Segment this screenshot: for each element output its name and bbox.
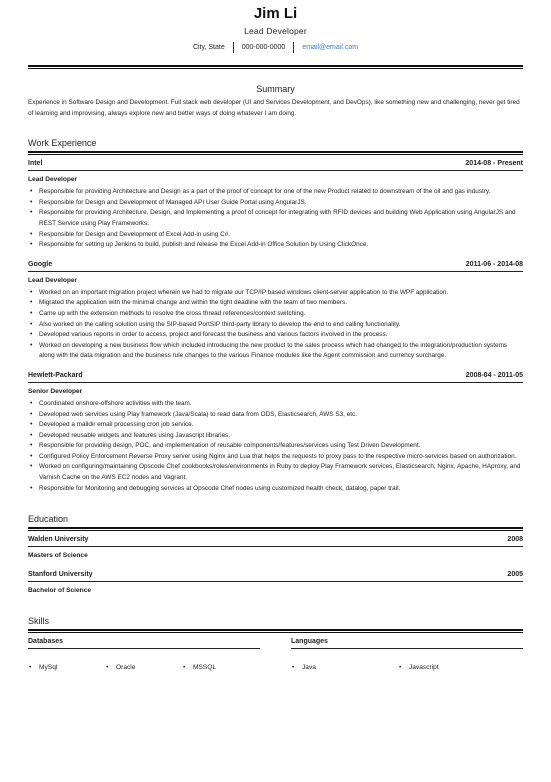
skill-group-header — [291, 637, 523, 647]
email-link[interactable]: email@email.com — [302, 44, 359, 51]
entry-rule — [28, 271, 523, 272]
list-item: • Developed reusable widgets and features using Javascript libraries. — [39, 431, 523, 442]
candidate-title: Lead Developer — [244, 26, 307, 36]
skill-item: • Oracle — [105, 663, 182, 673]
entry-rule — [291, 648, 523, 649]
summary-title: Summary — [256, 84, 295, 94]
school-degree: Bachelor of Science — [28, 587, 92, 595]
list-item: • Responsible for Design and Development of Excel Add-in using C#. — [39, 230, 523, 241]
job-header — [28, 159, 523, 169]
skills-title: Skills — [28, 616, 50, 627]
list-item: • Developed a maildir email processing cron job service. — [39, 420, 523, 431]
education-entry — [28, 535, 523, 561]
job-bullets — [28, 399, 523, 494]
job-entry — [28, 260, 523, 362]
job-entry — [28, 371, 523, 494]
job-bullets — [28, 187, 523, 251]
education-entry — [28, 570, 523, 596]
list-item: • Responsible for setting up Jenkins to build, publish and release the Excel Add-in Office Solution by Using ClickOnce. — [39, 240, 523, 251]
school-year: 2008 — [507, 536, 523, 544]
list-item: • Also worked on the calling solution using the SIP-based PortSIP third-party library to develop the end to end calling functionality. — [39, 320, 523, 331]
skill-item: • Javascript — [398, 663, 499, 673]
school-header — [28, 570, 523, 580]
list-item: • Responsible for Monitoring and debugging services at Opscode Chef nodes using customized health check, datalog, paper trail. — [39, 484, 523, 495]
skill-group-header — [28, 637, 260, 647]
job-role: Lead Developer — [28, 276, 78, 284]
job-role: Senior Developer — [28, 387, 83, 395]
list-item: • Developed web services using Play framework (Java/Scala) to read data from ODS, Elasticsearch, AWS S3, etc. — [39, 410, 523, 421]
school-year: 2005 — [507, 571, 523, 579]
section-rule — [28, 629, 523, 631]
skill-group-languages — [291, 633, 523, 673]
list-item: • Came up with the extension methods to resolve the cross thread references/context switching. — [39, 309, 523, 320]
job-role: Lead Developer — [28, 176, 78, 184]
job-company: Intel — [28, 160, 43, 168]
skill-item: • MySql — [28, 663, 105, 673]
entry-rule — [28, 546, 523, 547]
school-name: Stanford University — [28, 571, 93, 579]
section-rule — [28, 527, 523, 529]
list-item: • Responsible for providing design, POC, and implementation of reusable components/features/services using Test Driven Development. — [39, 441, 523, 452]
contact-line — [28, 42, 523, 53]
list-item: • Responsible for providing Architecture, Design, and Implementing a proof of concept for integrating with RFID devices and building Web Application using AngularJS and REST Service using Play Frameworks. — [39, 208, 523, 229]
section-rule — [28, 151, 523, 153]
entry-rule — [28, 581, 523, 582]
location: City, State — [192, 44, 225, 51]
contact-divider — [293, 42, 294, 53]
skill-items — [291, 663, 523, 673]
skill-group-databases — [28, 633, 260, 673]
section-rule-thin — [28, 530, 523, 531]
job-company: Google — [28, 260, 53, 268]
school-header — [28, 535, 523, 545]
job-bullets — [28, 288, 523, 362]
candidate-name: Jim Li — [253, 5, 298, 22]
job-dates: 2008-04 - 2011-05 — [465, 371, 523, 379]
skill-group-name: Databases — [28, 638, 64, 646]
contact-divider — [233, 42, 234, 53]
list-item: • Coordinated onshore-offshore activities with the team. — [39, 399, 523, 410]
education-title: Education — [28, 514, 69, 525]
resume-page — [0, 5, 551, 782]
entry-rule — [28, 170, 523, 171]
job-entry — [28, 159, 523, 251]
school-degree: Masters of Science — [28, 552, 88, 560]
skill-items — [28, 663, 260, 673]
entry-rule — [28, 648, 260, 649]
list-item: • Configured Policy Enforcement Reverse Proxy server using Nginx and Lua that helps the requests to proxy pass to the respective micro-services based on authorization. — [39, 452, 523, 463]
job-dates: 2014-08 - Present — [465, 160, 523, 168]
entry-rule — [28, 382, 523, 383]
header-rule-thin — [28, 68, 523, 69]
job-header — [28, 371, 523, 381]
school-name: Walden University — [28, 536, 89, 544]
list-item: • Worked on configuring/maintaining Opscode Chef cookbooks/roles/environments in Ruby to deploy Play Framework services, Elasticsearch, Nginx, Apache, HAproxy, and Varnish Cache on the AWS EC2 nodes and Vagrant. — [39, 462, 523, 483]
work-experience-title: Work Experience — [28, 138, 97, 149]
list-item: • Responsible for Design and Development of Managed API User Guide Portal using AngularJS. — [39, 198, 523, 209]
job-dates: 2011-06 - 2014-08 — [465, 260, 523, 268]
summary-text: Experience in Software Design and Development. Full stack web developer (UI and Services Development, and DevOps), like something new and challenging, never get tired of learning and improvising, always explore new and better ways of doing whatever I am doing. — [28, 99, 520, 117]
job-header — [28, 260, 523, 270]
list-item: • Worked on developing a new business flow which included introducing the new product to the sales process which had changed to the integration/production systems along with the data migration and the business rule changes to the various Finance modules like the Agent commission and currency surcharge. — [39, 341, 523, 362]
list-item: • Worked on an important migration project wherein we had to migrate our TCP/IP based windows client-server application to the WPF application. — [39, 288, 523, 299]
section-rule-thin — [28, 154, 523, 155]
list-item: • Developed various reports in order to access, project and forecast the business and various factors involved in the process. — [39, 330, 523, 341]
skill-group-name: Languages — [291, 638, 328, 646]
list-item: • Migrated the application with the minimal change and within the tight deadline with the team of two members. — [39, 298, 523, 309]
job-company: Hewlett-Packard — [28, 371, 83, 379]
list-item: • Responsible for providing Architecture and Design as a part of the proof of concept for one of the new Product related to downstream of the oil and gas industry. — [39, 187, 523, 198]
skill-item: • MSSQL — [182, 663, 253, 673]
skill-item: • Java — [291, 663, 398, 673]
skills-groups — [28, 633, 523, 673]
phone: 000-000-0000 — [241, 44, 286, 51]
header-rule — [28, 65, 523, 67]
